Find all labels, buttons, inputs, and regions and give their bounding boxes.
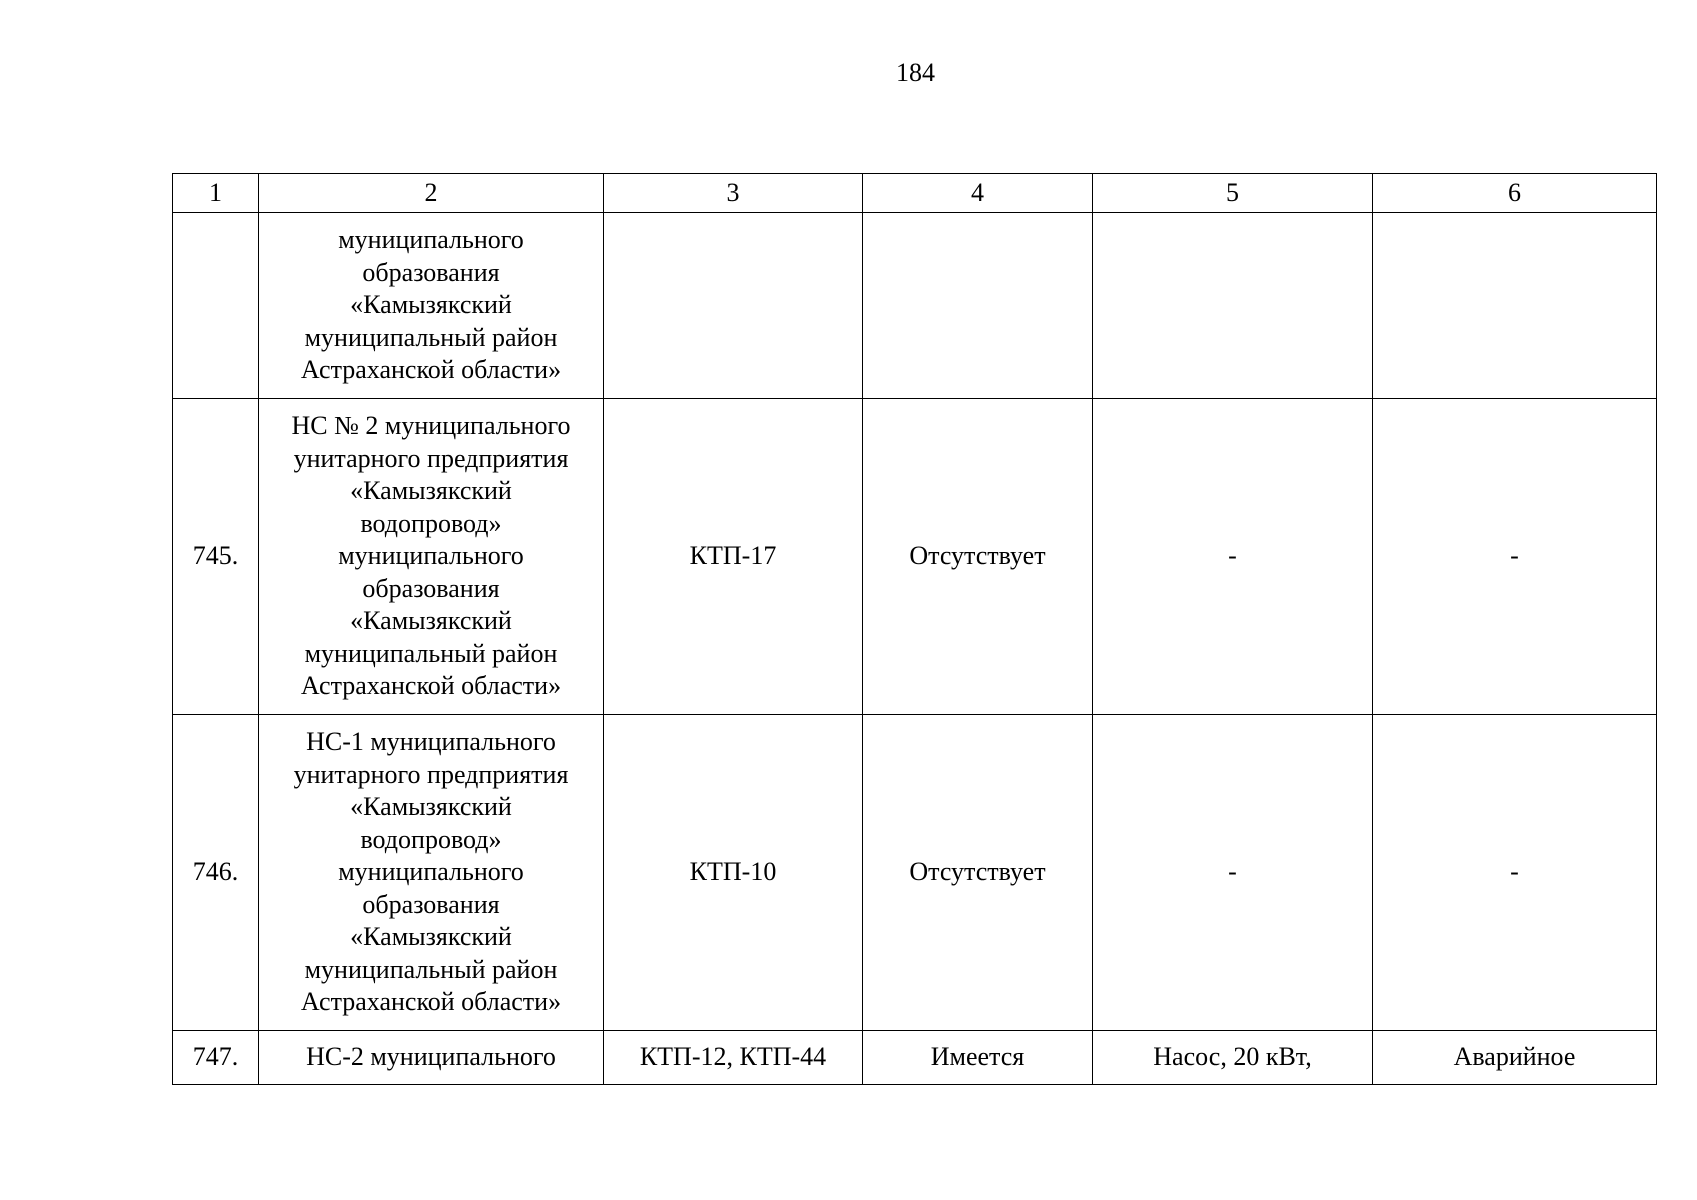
object-name-cell: муниципального образования «Камызякский муниципальный район Астраханской области» <box>259 213 604 399</box>
equipment-cell <box>1093 213 1373 399</box>
table-row <box>173 399 1657 715</box>
equipment-cell: - <box>1093 715 1373 1031</box>
table-row <box>173 1031 1657 1085</box>
backup-power-cell: Отсутствует <box>863 715 1093 1031</box>
substation-cell: КТП-10 <box>604 715 863 1031</box>
category-cell: - <box>1373 715 1657 1031</box>
backup-power-cell: Имеется <box>863 1031 1093 1085</box>
table-row <box>173 213 1657 399</box>
category-cell: - <box>1373 399 1657 715</box>
row-number-cell: 746. <box>173 715 259 1031</box>
data-table <box>172 173 1657 1085</box>
equipment-cell: Насос, 20 кВт, <box>1093 1031 1373 1085</box>
row-number-cell <box>173 213 259 399</box>
header-cell-1: 1 <box>173 174 259 213</box>
page-number: 184 <box>896 58 935 87</box>
row-number-cell: 747. <box>173 1031 259 1085</box>
row-number-cell: 745. <box>173 399 259 715</box>
header-cell-5: 5 <box>1093 174 1373 213</box>
category-cell: Аварийное <box>1373 1031 1657 1085</box>
object-name-cell: НС № 2 муниципального унитарного предприятия «Камызякский водопровод» муниципального образования «Камызякский муниципальный район Астраханской области» <box>259 399 604 715</box>
header-cell-4: 4 <box>863 174 1093 213</box>
header-cell-2: 2 <box>259 174 604 213</box>
category-cell <box>1373 213 1657 399</box>
substation-cell <box>604 213 863 399</box>
header-cell-3: 3 <box>604 174 863 213</box>
object-name-cell: НС-1 муниципального унитарного предприятия «Камызякский водопровод» муниципального образования «Камызякский муниципальный район Астраханской области» <box>259 715 604 1031</box>
substation-cell: КТП-17 <box>604 399 863 715</box>
table-header-row <box>173 174 1657 213</box>
substation-cell: КТП-12, КТП-44 <box>604 1031 863 1085</box>
header-cell-6: 6 <box>1373 174 1657 213</box>
table-row <box>173 715 1657 1031</box>
backup-power-cell: Отсутствует <box>863 399 1093 715</box>
object-name-cell: НС-2 муниципального <box>259 1031 604 1085</box>
backup-power-cell <box>863 213 1093 399</box>
equipment-cell: - <box>1093 399 1373 715</box>
